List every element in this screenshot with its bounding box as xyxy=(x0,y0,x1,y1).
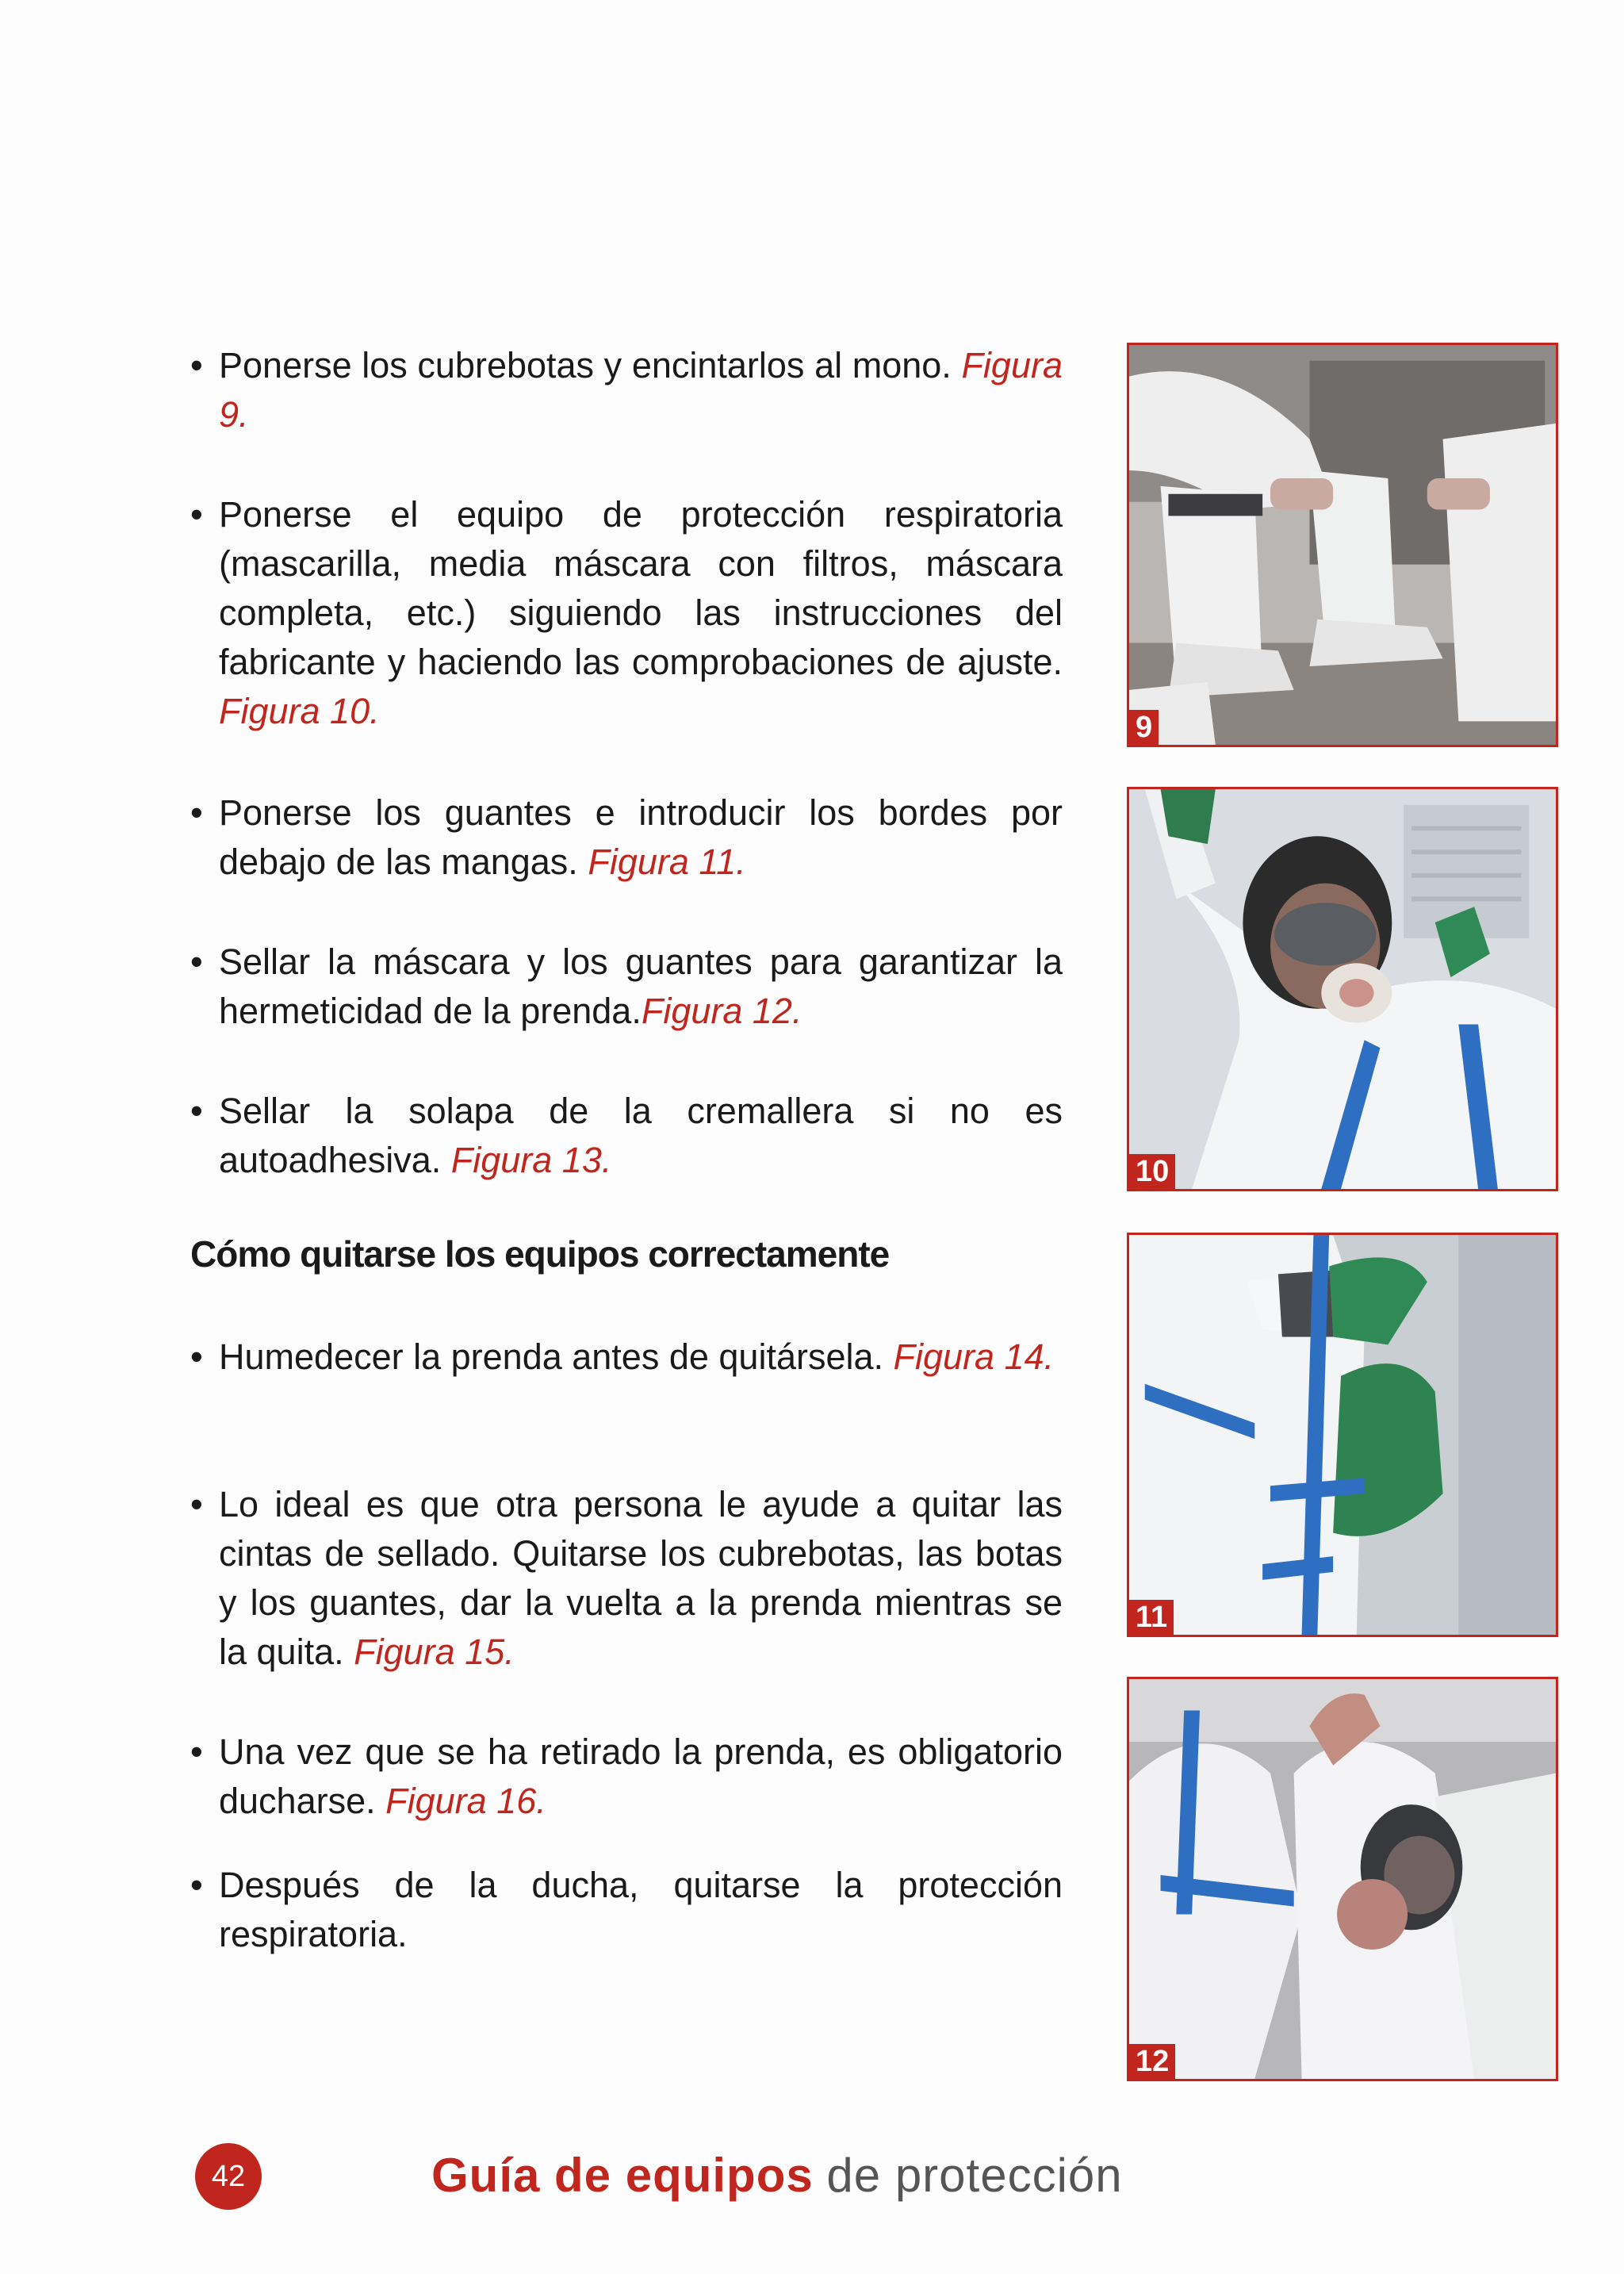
bullet: • xyxy=(190,1731,203,1772)
figure-number-badge: 12 xyxy=(1129,2044,1175,2079)
footer-title-light: de protección xyxy=(826,2149,1123,2202)
figure-reference: Figura 11. xyxy=(588,842,746,882)
bullet: • xyxy=(190,494,203,535)
instruction-text: Sellar la máscara y los guantes para garantizar la hermeticidad de la prenda. xyxy=(219,941,1063,1031)
instruction-text: Sellar la solapa de la cremallera si no es autoadhesiva. xyxy=(219,1091,1063,1180)
instruction-text: Ponerse los guantes e introducir los bordes por debajo de las mangas. xyxy=(219,792,1063,882)
instruction-text: Ponerse los cubrebotas y encintarlos al mono. xyxy=(219,345,962,385)
figure-number-badge: 10 xyxy=(1129,1154,1175,1189)
bullet: • xyxy=(190,792,203,833)
list-item xyxy=(190,938,1063,1036)
bullet: • xyxy=(190,345,203,385)
figure-reference: Figura 14. xyxy=(893,1336,1055,1377)
figure-reference: Figura 9. xyxy=(219,345,1063,435)
figure-reference: Figura 15. xyxy=(354,1632,515,1672)
instruction-text: Una vez que se ha retirado la prenda, es obligatorio ducharse. xyxy=(219,1731,1063,1821)
list-item xyxy=(190,1728,1063,1826)
figure-reference: Figura 10. xyxy=(219,691,380,731)
section-heading: Cómo quitarse los equipos correctamente xyxy=(190,1233,890,1275)
bullet: • xyxy=(190,1484,203,1524)
list-item xyxy=(190,1480,1063,1677)
list-item xyxy=(190,1333,1063,1382)
respirator-fitting-photo xyxy=(1129,789,1556,1189)
list-item xyxy=(190,490,1063,736)
photo-figure-10 xyxy=(1127,787,1558,1191)
bullet: • xyxy=(190,1336,203,1377)
photo-figure-11 xyxy=(1127,1233,1558,1637)
instruction-text: Después de la ducha, quitarse la protección respiratoria. xyxy=(219,1865,1063,1954)
instruction-text: Humedecer la prenda antes de quitársela. xyxy=(219,1336,894,1377)
list-item xyxy=(190,1087,1063,1185)
boot-cover-taping-photo xyxy=(1129,345,1556,745)
instruction-text: Ponerse el equipo de protección respiratoria (mascarilla, media máscara con filtros, máscara completa, etc.) siguiendo las instrucciones del fabricante y haciendo las comprobaciones de ajuste. xyxy=(219,494,1063,682)
list-item xyxy=(190,1861,1063,1959)
mask-sealing-photo xyxy=(1129,1679,1556,2079)
glove-donning-photo xyxy=(1129,1235,1556,1635)
bullet: • xyxy=(190,1865,203,1905)
footer-title-bold: Guía de equipos xyxy=(431,2149,814,2202)
bullet: • xyxy=(190,941,203,982)
bullet: • xyxy=(190,1091,203,1131)
figure-number-badge: 9 xyxy=(1129,710,1159,745)
photo-figure-9 xyxy=(1127,343,1558,747)
footer-title xyxy=(431,2148,1123,2203)
figure-reference: Figura 16. xyxy=(385,1781,546,1821)
photo-figure-12 xyxy=(1127,1677,1558,2081)
figure-reference: Figura 13. xyxy=(450,1140,612,1180)
figure-reference: Figura 12. xyxy=(641,991,802,1031)
list-item xyxy=(190,788,1063,887)
list-item xyxy=(190,341,1063,444)
figure-number-badge: 11 xyxy=(1129,1600,1174,1635)
instruction-text: Lo ideal es que otra persona le ayude a quitar las cintas de sellado. Quitarse los cubrebotas, las botas y los guantes, dar la vuelta a la prenda mientras se la quita. xyxy=(219,1484,1063,1672)
page-number: 42 xyxy=(195,2143,262,2210)
